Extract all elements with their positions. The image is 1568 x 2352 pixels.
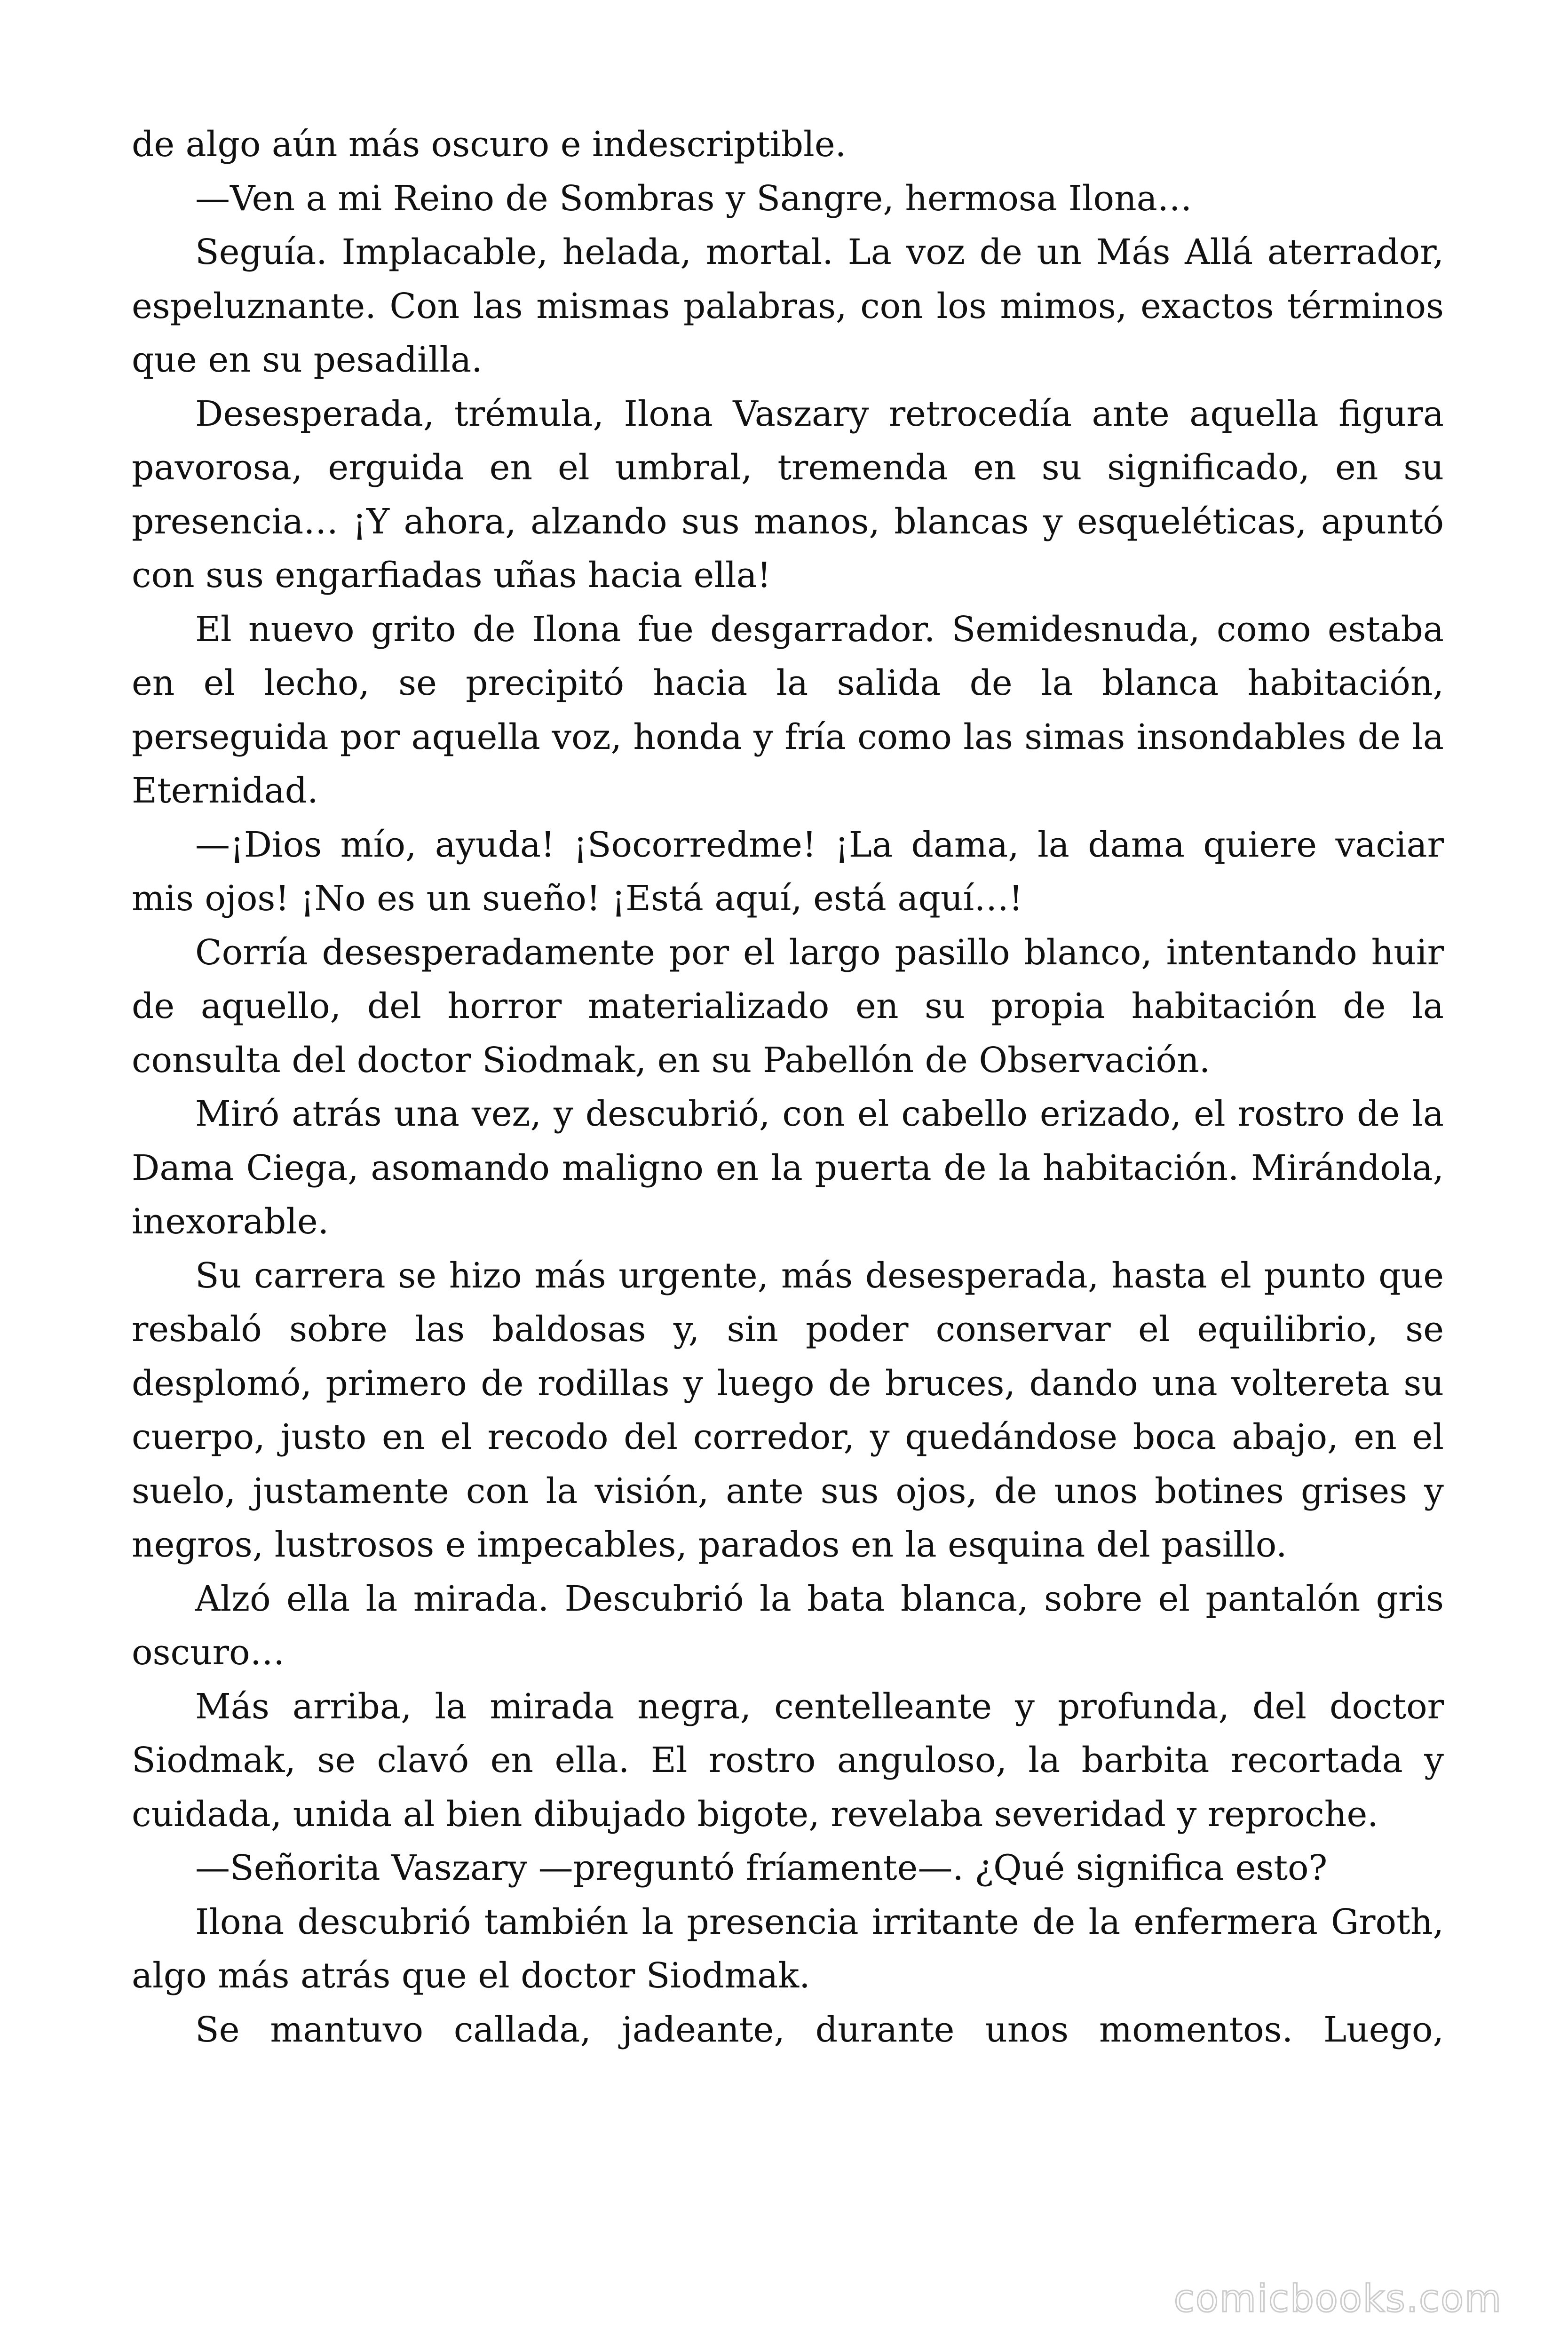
paragraph-14: Se mantuvo callada, jadeante, durante unos momentos. Luego, (195, 2009, 1444, 2050)
paragraph-11: Más arriba, la mirada negra, centelleante y profunda, del doctor Siodmak, se clavó en ella. El rostro anguloso, la barbita recortada y cuidada, unida al bien dibujado bigote, revelaba severidad y reproche. (132, 1686, 1444, 1835)
book-page (132, 118, 1444, 2057)
paragraph-7: Corría desesperadamente por el largo pasillo blanco, intentando huir de aquello, del horror materializado en su propia habitación de la consulta del doctor Siodmak, en su Pabellón de Observación. (132, 932, 1444, 1081)
watermark: comicbooks.com (1173, 2277, 1502, 2320)
paragraph-3: Seguía. Implacable, helada, mortal. La voz de un Más Allá aterrador, espeluznante. Con las mismas palabras, con los mimos, exactos términos que en su pesadilla. (132, 232, 1444, 380)
paragraph-5: El nuevo grito de Ilona fue desgarrador. Semidesnuda, como estaba en el lecho, se precipitó hacia la salida de la blanca habitación, perseguida por aquella voz, honda y fría como las simas insondables de la Eternidad. (132, 609, 1444, 811)
paragraph-6: —¡Dios mío, ayuda! ¡Socorredme! ¡La dama, la dama quiere vaciar mis ojos! ¡No es un sueño! ¡Está aquí, está aquí…! (132, 824, 1444, 919)
paragraph-2: —Ven a mi Reino de Sombras y Sangre, hermosa Ilona… (195, 178, 1192, 219)
paragraph-12: —Señorita Vaszary —preguntó fríamente—. ¿Qué significa esto? (195, 1848, 1328, 1888)
paragraph-13: Ilona descubrió también la presencia irritante de la enfermera Groth, algo más atrás que el doctor Siodmak. (132, 1901, 1444, 1996)
paragraph-1: de algo aún más oscuro e indescriptible. (132, 124, 847, 165)
paragraph-9: Su carrera se hizo más urgente, más desesperada, hasta el punto que resbaló sobre las baldosas y, sin poder conservar el equilibrio, se desplomó, primero de rodillas y luego de bruces, dando una voltereta su cuerpo, justo en el recodo del corredor, y quedándose boca abajo, en el suelo, justamente con la visión, ante sus ojos, de unos botines grises y negros, lustrosos e impecables, parados en la esquina del pasillo. (132, 1255, 1444, 1565)
paragraph-10: Alzó ella la mirada. Descubrió la bata blanca, sobre el pantalón gris oscuro… (132, 1578, 1444, 1673)
paragraph-4: Desesperada, trémula, Ilona Vaszary retrocedía ante aquella figura pavorosa, erguida en el umbral, tremenda en su significado, en su presencia… ¡Y ahora, alzando sus manos, blancas y esqueléticas, apuntó con sus engarfiadas uñas hacia ella! (132, 393, 1444, 596)
paragraph-8: Miró atrás una vez, y descubrió, con el cabello erizado, el rostro de la Dama Ciega, asomando maligno en la puerta de la habitación. Mirándola, inexorable. (132, 1094, 1444, 1242)
